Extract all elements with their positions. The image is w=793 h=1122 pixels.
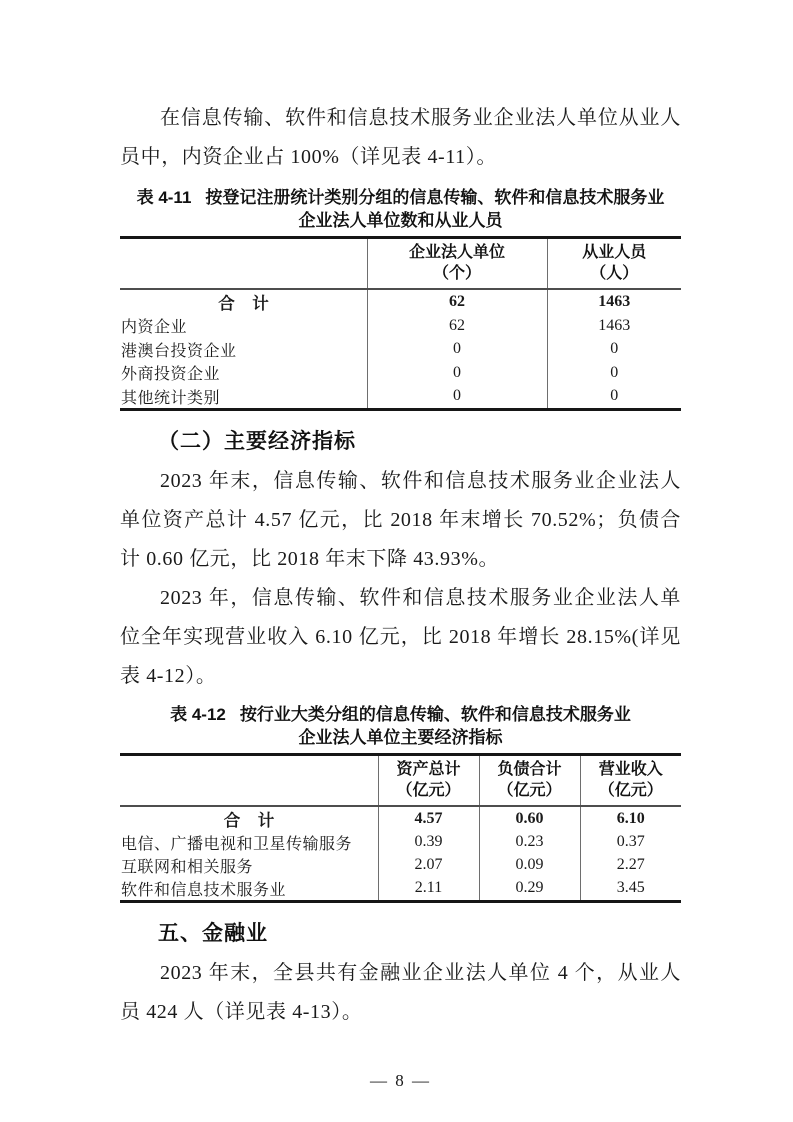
- table-4-12-corner-cell: [120, 754, 378, 806]
- cell-liabilities: 0.60: [479, 806, 580, 831]
- cell-liabilities: 0.23: [479, 831, 580, 854]
- cell-revenue: 3.45: [580, 877, 681, 902]
- table-4-11-header-row: [120, 238, 681, 290]
- row-label: 内资企业: [121, 319, 188, 337]
- cell-total-employees: 1463: [547, 289, 681, 314]
- page-number: — 8 —: [370, 1070, 431, 1090]
- column-header-line: （个）: [432, 265, 481, 282]
- cell-revenue: 2.27: [580, 854, 681, 877]
- column-header-line: 企业法人单位: [408, 244, 505, 261]
- cell-units: 0: [367, 385, 547, 410]
- page-content: [120, 0, 681, 1091]
- row-label: 电信、广播电视和卫星传输服务: [121, 835, 353, 853]
- table-row: [120, 338, 681, 362]
- column-header-line: （亿元）: [497, 781, 562, 799]
- table-4-12-caption-line-2: 企业法人单位主要经济指标: [298, 727, 503, 747]
- paragraph-employment-share: 在信息传输、软件和信息技术服务业企业法人单位从业人员中，内资企业占 100%（详见表 4-11）。: [120, 107, 681, 168]
- section-heading-economic-indicators: （二）主要经济指标: [158, 429, 356, 453]
- cell-units: 0: [367, 338, 547, 362]
- cell-assets: 2.07: [378, 854, 479, 877]
- cell-assets: 2.11: [378, 877, 479, 902]
- column-header-line: 资产总计: [396, 760, 461, 778]
- cell-revenue: 6.10: [580, 806, 681, 831]
- cell-assets: 4.57: [378, 806, 479, 831]
- row-label-total: 合 计: [218, 295, 270, 313]
- column-header-line: 负债合计: [497, 760, 562, 778]
- cell-liabilities: 0.09: [479, 854, 580, 877]
- table-row-total: [120, 289, 681, 314]
- table-4-11-column-header-units: [367, 238, 547, 290]
- cell-employees: 1463: [547, 314, 681, 338]
- column-header-line: （人）: [590, 265, 639, 282]
- cell-employees: 0: [547, 338, 681, 362]
- table-row: [120, 831, 681, 854]
- table-row-total: [120, 806, 681, 831]
- table-4-11-caption-line-1: [120, 186, 681, 209]
- table-4-12-header-row: [120, 754, 681, 806]
- row-label: 港澳台投资企业: [121, 342, 237, 360]
- cell-employees: 0: [547, 385, 681, 410]
- cell-revenue: 0.37: [580, 831, 681, 854]
- cell-assets: 0.39: [378, 831, 479, 854]
- row-label: 软件和信息技术服务业: [121, 881, 287, 899]
- paragraph-revenue: 2023 年，信息传输、软件和信息技术服务业企业法人单位全年实现营业收入 6.10 亿元，比 2018 年增长 28.15%(详见表 4-12）。: [120, 586, 681, 687]
- cell-total-units: 62: [367, 289, 547, 314]
- table-4-11-column-header-employees: [547, 238, 681, 290]
- section-heading-finance: 五、金融业: [158, 921, 268, 945]
- cell-liabilities: 0.29: [479, 877, 580, 902]
- table-row: [120, 314, 681, 338]
- table-4-12: [120, 753, 681, 903]
- table-4-12-caption-line-1: [120, 703, 681, 726]
- table-4-11-caption-label: 表 4-11: [136, 188, 192, 207]
- table-row: [120, 854, 681, 877]
- column-header-line: （亿元）: [598, 781, 663, 799]
- table-4-11: [120, 236, 681, 411]
- table-4-11-caption: [120, 186, 681, 232]
- table-4-12-caption-label: 表 4-12: [170, 704, 226, 724]
- table-4-12-column-header-revenue: [580, 754, 681, 806]
- row-label-total: 合 计: [223, 811, 275, 830]
- cell-units: 62: [367, 314, 547, 338]
- row-label: 其他统计类别: [121, 389, 221, 407]
- cell-employees: 0: [547, 361, 681, 385]
- column-header-line: 营业收入: [598, 760, 663, 778]
- table-row: [120, 385, 681, 410]
- paragraph-assets-liabilities: 2023 年末，信息传输、软件和信息技术服务业企业法人单位资产总计 4.57 亿元，比 2018 年末增长 70.52%；负债合计 0.60 亿元，比 2018 年末下降 43.93%。: [120, 469, 681, 570]
- cell-units: 0: [367, 361, 547, 385]
- row-label: 互联网和相关服务: [121, 858, 254, 876]
- table-4-12-caption: [120, 703, 681, 749]
- table-row: [120, 877, 681, 902]
- table-4-11-caption-text: 按登记注册统计类别分组的信息传输、软件和信息技术服务业: [205, 188, 665, 207]
- column-header-line: 从业人员: [582, 244, 647, 261]
- row-label: 外商投资企业: [121, 366, 221, 384]
- table-4-12-column-header-assets: [378, 754, 479, 806]
- table-4-11-caption-line-2: 企业法人单位数和从业人员: [298, 211, 503, 230]
- table-4-12-caption-text: 按行业大类分组的信息传输、软件和信息技术服务业: [239, 704, 631, 724]
- column-header-line: （亿元）: [396, 781, 461, 799]
- paragraph-finance-summary: 2023 年末，全县共有金融业企业法人单位 4 个，从业人员 424 人（详见表 4-13）。: [120, 961, 681, 1023]
- table-4-12-column-header-liabilities: [479, 754, 580, 806]
- table-row: [120, 361, 681, 385]
- table-4-11-corner-cell: [120, 238, 367, 290]
